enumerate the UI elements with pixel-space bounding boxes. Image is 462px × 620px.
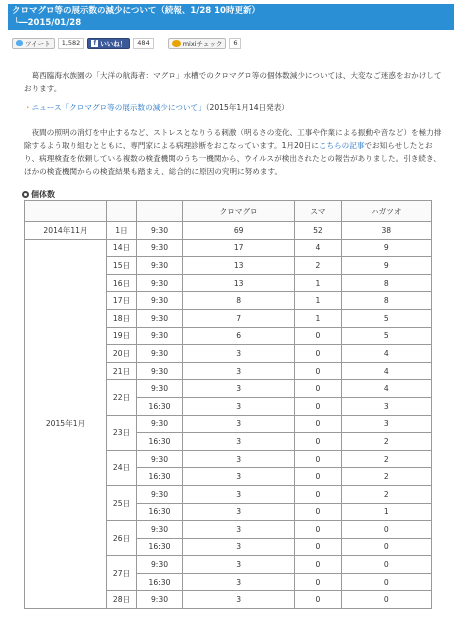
value-cell: 8 [341, 292, 431, 310]
intro-paragraph: 葛西臨海水族園の「大洋の航海者：マグロ」水槽でのクロマグロ等の個体数減少については、大変なご迷惑をおかけしております。 [24, 71, 442, 93]
value-cell: 3 [183, 538, 295, 556]
day-cell: 26日 [107, 521, 137, 556]
header-blank [107, 201, 137, 222]
header-suma: スマ [295, 201, 341, 222]
time-cell: 16:30 [137, 397, 183, 415]
time-cell: 9:30 [137, 239, 183, 257]
section-heading [22, 189, 55, 200]
value-cell: 3 [183, 521, 295, 539]
month-cell: 2014年11月 [25, 222, 107, 240]
value-cell: 0 [295, 397, 341, 415]
value-cell: 0 [295, 503, 341, 521]
value-cell: 3 [341, 415, 431, 433]
value-cell: 3 [183, 415, 295, 433]
day-cell: 23日 [107, 415, 137, 450]
value-cell: 0 [341, 556, 431, 574]
day-cell: 14日 [107, 239, 137, 257]
value-cell: 0 [341, 591, 431, 609]
news-link[interactable]: ニュース「クロマグロ等の展示数の減少について」 [31, 103, 206, 112]
time-cell: 9:30 [137, 309, 183, 327]
value-cell: 69 [183, 222, 295, 240]
header-bluefin: クロマグロ [183, 201, 295, 222]
value-cell: 2 [295, 257, 341, 275]
share-bar [12, 37, 241, 49]
time-cell: 16:30 [137, 573, 183, 591]
value-cell: 5 [341, 309, 431, 327]
news-date: （2015年1月14日発表） [205, 103, 289, 112]
value-cell: 0 [295, 345, 341, 363]
detail-text-a: 夜間の照明の消灯を中止するなど、ストレスとなりうる刺激（明るさの変化、工事や作業による振動や音など）を極力排除するよう取り組むとともに、専門家による病理診断をおこなっています。1月20日に [24, 128, 442, 150]
day-cell: 20日 [107, 345, 137, 363]
facebook-f-icon: f [91, 40, 98, 47]
tweet-button[interactable] [12, 38, 55, 49]
value-cell: 9 [341, 257, 431, 275]
value-cell: 3 [183, 485, 295, 503]
time-cell: 9:30 [137, 327, 183, 345]
value-cell: 52 [295, 222, 341, 240]
value-cell: 4 [341, 380, 431, 398]
value-cell: 4 [295, 239, 341, 257]
day-cell: 22日 [107, 380, 137, 415]
time-cell: 9:30 [137, 274, 183, 292]
mixi-count: 6 [229, 38, 241, 49]
value-cell: 3 [183, 362, 295, 380]
value-cell: 7 [183, 309, 295, 327]
value-cell: 3 [183, 573, 295, 591]
day-cell: 16日 [107, 274, 137, 292]
time-cell: 9:30 [137, 485, 183, 503]
time-cell: 9:30 [137, 556, 183, 574]
value-cell: 2 [341, 468, 431, 486]
time-cell: 9:30 [137, 292, 183, 310]
value-cell: 0 [295, 433, 341, 451]
value-cell: 0 [295, 450, 341, 468]
value-cell: 8 [183, 292, 295, 310]
value-cell: 3 [183, 468, 295, 486]
value-cell: 0 [295, 573, 341, 591]
article-title: クロマグロ等の展示数の減少について（続報、1/28 10時更新） [12, 6, 260, 16]
value-cell: 0 [341, 573, 431, 591]
mixi-check-button[interactable] [168, 38, 227, 49]
article-title-bar [8, 4, 454, 30]
time-cell: 9:30 [137, 380, 183, 398]
news-link-line [24, 102, 289, 114]
population-table [24, 200, 432, 609]
value-cell: 3 [183, 380, 295, 398]
header-blank [25, 201, 107, 222]
value-cell: 38 [341, 222, 431, 240]
value-cell: 0 [295, 327, 341, 345]
header-bonito: ハガツオ [341, 201, 431, 222]
like-count: 484 [133, 38, 153, 49]
value-cell: 3 [183, 433, 295, 451]
detail-paragraph [24, 126, 444, 178]
time-cell: 9:30 [137, 222, 183, 240]
value-cell: 3 [183, 450, 295, 468]
section-title: 個体数 [31, 190, 55, 199]
value-cell: 0 [295, 521, 341, 539]
value-cell: 3 [183, 345, 295, 363]
value-cell: 6 [183, 327, 295, 345]
value-cell: 3 [183, 556, 295, 574]
day-cell: 27日 [107, 556, 137, 591]
time-cell: 9:30 [137, 591, 183, 609]
table-header-row [25, 201, 432, 222]
header-blank [137, 201, 183, 222]
day-cell: 19日 [107, 327, 137, 345]
day-cell: 28日 [107, 591, 137, 609]
value-cell: 1 [341, 503, 431, 521]
twitter-bird-icon [16, 40, 23, 46]
table-row [25, 222, 432, 240]
value-cell: 1 [295, 292, 341, 310]
month-cell: 2015年1月 [25, 239, 107, 608]
time-cell: 16:30 [137, 433, 183, 451]
value-cell: 3 [341, 397, 431, 415]
value-cell: 0 [295, 538, 341, 556]
article-link[interactable]: こちらの記事 [318, 141, 365, 150]
time-cell: 16:30 [137, 468, 183, 486]
value-cell: 2 [341, 433, 431, 451]
mixi-icon [172, 40, 181, 47]
tweet-label: ツイート [25, 39, 51, 48]
value-cell: 0 [295, 485, 341, 503]
value-cell: 0 [295, 380, 341, 398]
article-date: └―2015/01/28 [14, 18, 82, 28]
value-cell: 3 [183, 591, 295, 609]
detail-text-b: でお知らせしたとおり、病理検査を依頼している複数の検査機関のうち一機関から、ウイルスが検出されたとの報告がありました。引き続き、ほかの検査機関からの検査結果も踏まえ、総合的に原因の究明に努めます。 [24, 141, 441, 176]
day-cell: 17日 [107, 292, 137, 310]
value-cell: 0 [295, 591, 341, 609]
bullet-icon: ・ [24, 103, 32, 112]
value-cell: 0 [295, 362, 341, 380]
value-cell: 1 [295, 309, 341, 327]
value-cell: 13 [183, 274, 295, 292]
day-cell: 1日 [107, 222, 137, 240]
day-cell: 25日 [107, 485, 137, 520]
tweet-count[interactable]: 1,582 [58, 38, 85, 49]
mixi-label: mixiチェック [182, 39, 223, 48]
time-cell: 9:30 [137, 415, 183, 433]
value-cell: 0 [341, 538, 431, 556]
time-cell: 9:30 [137, 521, 183, 539]
value-cell: 4 [341, 362, 431, 380]
value-cell: 17 [183, 239, 295, 257]
time-cell: 9:30 [137, 345, 183, 363]
time-cell: 16:30 [137, 503, 183, 521]
time-cell: 9:30 [137, 362, 183, 380]
value-cell: 13 [183, 257, 295, 275]
table-row [25, 239, 432, 257]
value-cell: 1 [295, 274, 341, 292]
value-cell: 2 [341, 485, 431, 503]
value-cell: 9 [341, 239, 431, 257]
value-cell: 0 [295, 468, 341, 486]
value-cell: 4 [341, 345, 431, 363]
facebook-like-button[interactable] [87, 38, 130, 49]
time-cell: 9:30 [137, 450, 183, 468]
time-cell: 9:30 [137, 257, 183, 275]
day-cell: 18日 [107, 309, 137, 327]
day-cell: 21日 [107, 362, 137, 380]
value-cell: 0 [295, 415, 341, 433]
value-cell: 3 [183, 397, 295, 415]
time-cell: 16:30 [137, 538, 183, 556]
day-cell: 24日 [107, 450, 137, 485]
day-cell: 15日 [107, 257, 137, 275]
circle-bullet-icon [22, 191, 29, 198]
value-cell: 3 [183, 503, 295, 521]
value-cell: 0 [341, 521, 431, 539]
value-cell: 0 [295, 556, 341, 574]
value-cell: 5 [341, 327, 431, 345]
value-cell: 2 [341, 450, 431, 468]
like-label: いいね！ [100, 39, 127, 48]
value-cell: 8 [341, 274, 431, 292]
